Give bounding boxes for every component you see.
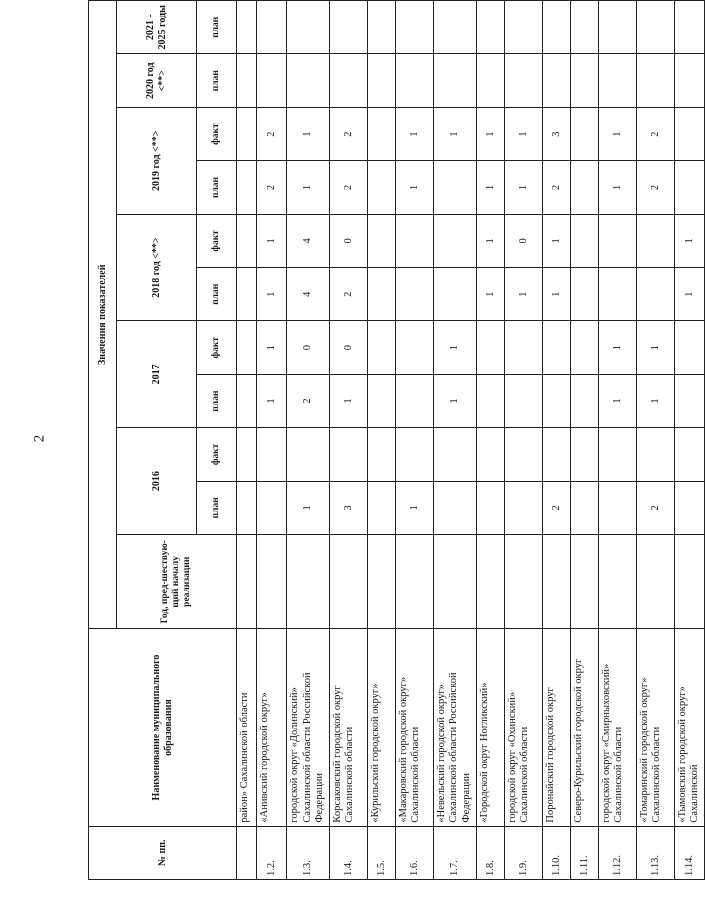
value-cell: 1 (257, 321, 287, 374)
value-cell: 1 (329, 374, 367, 427)
value-cell (542, 1, 570, 55)
value-cell: 1 (636, 374, 674, 427)
value-cell (237, 161, 257, 214)
value-cell (257, 1, 287, 55)
value-cell (257, 481, 287, 534)
value-cell (674, 1, 704, 55)
value-cell (504, 481, 542, 534)
table-row (329, 1, 367, 880)
row-number: 1.14. (674, 826, 704, 879)
row-number: 1.7. (433, 826, 476, 879)
value-cell (636, 268, 674, 321)
row-number: 1.4. (329, 826, 367, 879)
value-cell: 2 (257, 161, 287, 214)
value-cell: 2 (542, 161, 570, 214)
header-plan: план (197, 54, 237, 107)
table-row (433, 1, 476, 880)
value-cell (237, 54, 257, 107)
value-cell: 2 (636, 481, 674, 534)
value-cell (287, 535, 330, 629)
value-cell (329, 54, 367, 107)
value-cell (395, 1, 433, 55)
value-cell (570, 161, 598, 214)
value-cell (367, 54, 395, 107)
municipality-name: «Невельский городской округ» Сахалинской области Российской Федерации (433, 629, 476, 826)
value-cell (287, 1, 330, 55)
value-cell (287, 428, 330, 481)
value-cell: 1 (674, 268, 704, 321)
value-cell (433, 268, 476, 321)
header-fact: факт (197, 428, 237, 481)
value-cell (674, 161, 704, 214)
value-cell (598, 1, 636, 55)
value-cell: 1 (598, 374, 636, 427)
value-cell (598, 268, 636, 321)
value-cell (433, 54, 476, 107)
value-cell (598, 428, 636, 481)
value-cell (367, 1, 395, 55)
municipality-name: «Городской округ Ногликский» (476, 629, 504, 826)
table-row (598, 1, 636, 880)
table-row (504, 1, 542, 880)
value-cell (570, 1, 598, 55)
value-cell (367, 214, 395, 267)
value-cell: 1 (395, 481, 433, 534)
value-cell: 3 (542, 107, 570, 160)
row-number: 1.5. (367, 826, 395, 879)
value-cell (674, 481, 704, 534)
value-cell (674, 107, 704, 160)
value-cell: 1 (476, 107, 504, 160)
value-cell: 0 (329, 214, 367, 267)
table-row (395, 1, 433, 880)
header-2021-2025: 2021 - 2025 годы (117, 1, 197, 55)
value-cell (237, 321, 257, 374)
row-number: 1.3. (287, 826, 330, 879)
value-cell (598, 54, 636, 107)
value-cell: 1 (598, 107, 636, 160)
value-cell: 1 (504, 107, 542, 160)
value-cell (367, 481, 395, 534)
value-cell (237, 107, 257, 160)
municipality-name: «Анивский городской округ» (257, 629, 287, 826)
value-cell: 1 (433, 374, 476, 427)
value-cell: 1 (476, 214, 504, 267)
row-number: 1.2. (257, 826, 287, 879)
row-number: 1.13. (636, 826, 674, 879)
table-row (542, 1, 570, 880)
value-cell (570, 54, 598, 107)
value-cell: 1 (542, 214, 570, 267)
value-cell (570, 214, 598, 267)
municipality-name: городской округ «Долинский» Сахалинской области Российской Федерации (287, 629, 330, 826)
value-cell: 1 (395, 107, 433, 160)
value-cell (504, 1, 542, 55)
value-cell (570, 321, 598, 374)
value-cell (570, 535, 598, 629)
row-number: 1.10. (542, 826, 570, 879)
header-num: № пп. (89, 826, 237, 879)
header-2019: 2019 год <**> (117, 107, 197, 214)
value-cell (636, 214, 674, 267)
value-cell (237, 535, 257, 629)
municipality-name: «Томаринский городской округ» Сахалинской области (636, 629, 674, 826)
municipality-name: район» Сахалинской области (237, 629, 257, 826)
municipality-name: «Курильский городской округ» (367, 629, 395, 826)
value-cell: 0 (287, 321, 330, 374)
value-cell (433, 481, 476, 534)
value-cell (237, 1, 257, 55)
value-cell (542, 428, 570, 481)
value-cell (395, 428, 433, 481)
header-2018: 2018 год <**> (117, 214, 197, 321)
value-cell (237, 374, 257, 427)
value-cell: 1 (598, 161, 636, 214)
value-cell (476, 481, 504, 534)
table-row (257, 1, 287, 880)
value-cell (433, 1, 476, 55)
value-cell (476, 535, 504, 629)
value-cell (598, 481, 636, 534)
table-row (287, 1, 330, 880)
value-cell (504, 54, 542, 107)
value-cell (257, 428, 287, 481)
header-values: Значения показателей (89, 1, 117, 629)
value-cell (395, 214, 433, 267)
value-cell (542, 374, 570, 427)
row-number: 1.12. (598, 826, 636, 879)
value-cell: 1 (433, 321, 476, 374)
value-cell (476, 54, 504, 107)
value-cell (367, 535, 395, 629)
rotated-table-container (88, 0, 701, 880)
value-cell: 2 (257, 107, 287, 160)
value-cell (504, 428, 542, 481)
value-cell (476, 321, 504, 374)
value-cell: 1 (287, 481, 330, 534)
table-row (476, 1, 504, 880)
row-number: 1.8. (476, 826, 504, 879)
value-cell (329, 1, 367, 55)
value-cell (674, 428, 704, 481)
value-cell: 1 (636, 321, 674, 374)
table-row (674, 1, 704, 880)
value-cell (570, 374, 598, 427)
municipality-name: «Макаровский городской округ» Сахалинской области (395, 629, 433, 826)
value-cell (237, 428, 257, 481)
value-cell: 1 (287, 107, 330, 160)
value-cell (367, 161, 395, 214)
value-cell (395, 268, 433, 321)
value-cell (542, 321, 570, 374)
value-cell: 1 (674, 214, 704, 267)
municipality-name: Корсаковский городской округ Сахалинской области (329, 629, 367, 826)
value-cell (329, 428, 367, 481)
header-year-before: Год, пред-шествую-щий началу реализации (117, 535, 237, 629)
value-cell (570, 481, 598, 534)
municipality-name: городской округ «Охинский» Сахалинской области (504, 629, 542, 826)
value-cell (570, 268, 598, 321)
value-cell (367, 321, 395, 374)
value-cell: 1 (598, 321, 636, 374)
value-cell (237, 214, 257, 267)
value-cell (476, 428, 504, 481)
row-number (237, 826, 257, 879)
value-cell (504, 535, 542, 629)
value-cell (395, 321, 433, 374)
value-cell: 1 (504, 268, 542, 321)
value-cell (433, 214, 476, 267)
value-cell: 2 (287, 374, 330, 427)
table-row (636, 1, 674, 880)
value-cell: 4 (287, 214, 330, 267)
header-fact: факт (197, 107, 237, 160)
value-cell (257, 535, 287, 629)
header-2017: 2017 (117, 321, 197, 428)
value-cell: 2 (636, 107, 674, 160)
value-cell (237, 481, 257, 534)
value-cell (542, 535, 570, 629)
value-cell: 2 (542, 481, 570, 534)
value-cell (570, 428, 598, 481)
header-2016: 2016 (117, 428, 197, 535)
value-cell: 2 (329, 268, 367, 321)
header-fact: факт (197, 214, 237, 267)
value-cell (433, 535, 476, 629)
row-number: 1.6. (395, 826, 433, 879)
value-cell (257, 54, 287, 107)
value-cell: 1 (257, 268, 287, 321)
header-plan: план (197, 374, 237, 427)
value-cell: 1 (257, 214, 287, 267)
value-cell: 1 (395, 161, 433, 214)
value-cell: 0 (329, 321, 367, 374)
value-cell (504, 374, 542, 427)
header-plan: план (197, 481, 237, 534)
value-cell (395, 374, 433, 427)
value-cell (598, 214, 636, 267)
header-2020: 2020 год <**> (117, 54, 197, 107)
header-plan: план (197, 1, 237, 55)
value-cell: 2 (636, 161, 674, 214)
value-cell (329, 535, 367, 629)
value-cell (237, 268, 257, 321)
municipality-name: «Тымовский городской округ» Сахалинской (674, 629, 704, 826)
value-cell (636, 428, 674, 481)
value-cell (395, 54, 433, 107)
value-cell (598, 535, 636, 629)
value-cell (367, 268, 395, 321)
page-number: 2 (31, 434, 48, 443)
value-cell (542, 54, 570, 107)
value-cell (287, 54, 330, 107)
value-cell: 1 (542, 268, 570, 321)
value-cell (504, 321, 542, 374)
value-cell: 1 (257, 374, 287, 427)
value-cell: 2 (329, 161, 367, 214)
value-cell (433, 161, 476, 214)
municipality-name: городской округ «Смирныховский» Сахалинской области (598, 629, 636, 826)
indicator-table (88, 0, 705, 880)
value-cell (674, 535, 704, 629)
row-number: 1.11. (570, 826, 598, 879)
header-name: Наименование муниципального образования (89, 629, 237, 826)
value-cell (636, 54, 674, 107)
value-cell (674, 321, 704, 374)
table-row (367, 1, 395, 880)
value-cell: 4 (287, 268, 330, 321)
municipality-name: Северо-Курильский городской округ (570, 629, 598, 826)
municipality-name: Поронайский городской округ (542, 629, 570, 826)
header-plan: план (197, 268, 237, 321)
value-cell (433, 428, 476, 481)
table-row (570, 1, 598, 880)
value-cell: 1 (476, 268, 504, 321)
value-cell (476, 1, 504, 55)
value-cell: 1 (504, 161, 542, 214)
value-cell: 2 (329, 107, 367, 160)
header-plan: план (197, 161, 237, 214)
value-cell (395, 535, 433, 629)
value-cell (476, 374, 504, 427)
value-cell: 0 (504, 214, 542, 267)
value-cell (674, 374, 704, 427)
value-cell (570, 107, 598, 160)
value-cell (636, 535, 674, 629)
header-fact: факт (197, 321, 237, 374)
value-cell: 1 (433, 107, 476, 160)
value-cell: 1 (287, 161, 330, 214)
value-cell (367, 107, 395, 160)
table-row (237, 1, 257, 880)
value-cell: 3 (329, 481, 367, 534)
row-number: 1.9. (504, 826, 542, 879)
value-cell (636, 1, 674, 55)
value-cell (367, 428, 395, 481)
value-cell: 1 (476, 161, 504, 214)
value-cell (674, 54, 704, 107)
value-cell (367, 374, 395, 427)
